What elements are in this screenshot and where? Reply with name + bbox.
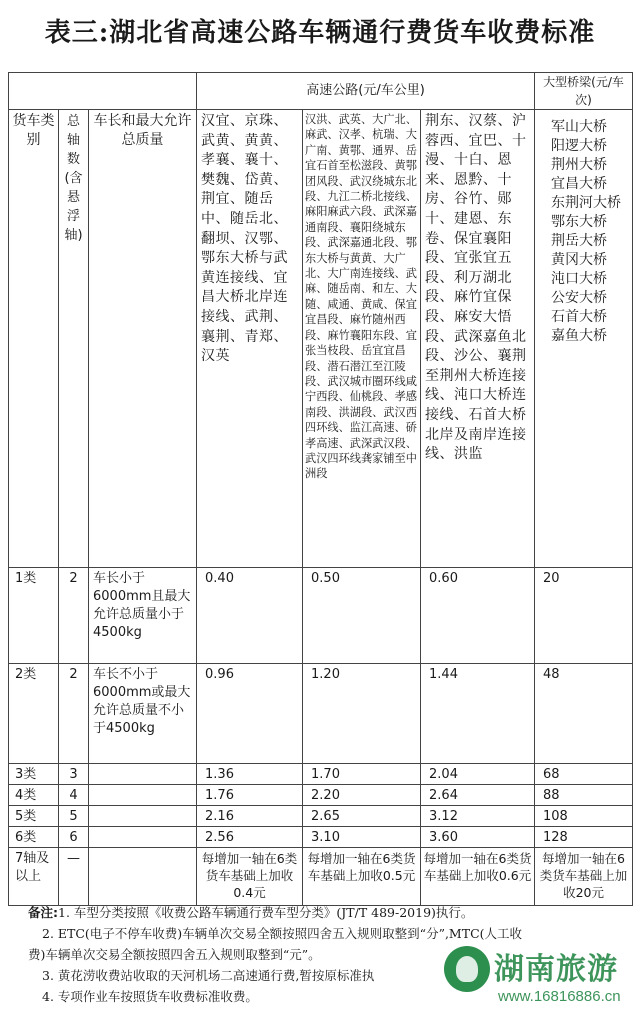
note-2a: 2. ETC(电子不停车收费)车辆单次交易全额按照四舍五入规则取整到“分”,MTC(人工收 [42, 926, 523, 941]
row-rate-bridge: 108 [535, 806, 633, 827]
note-3: 3. 黄花涝收费站收取的天河机场二高速通行费,暂按原标准执 [42, 968, 375, 983]
row-rate-1: 1.36 [197, 764, 303, 785]
row-rate-2: 1.70 [303, 764, 421, 785]
routes-group-2: 汉洪、武英、大广北、麻武、汉孝、杭瑞、大广南、黄鄂、通界、岳宜石首至松滋段、黄鄂团风段、武汉绕城东北段、九江二桥北接线、麻阳麻武六段、武深嘉通南段、襄阳绕城东段、武深嘉通北段、鄂东大桥与黄黄、大广北、大广南连接线、武麻、随岳南、和左、大随、咸通、黄咸、保宜宜昌段、麻竹随州西段、麻竹襄阳东段、宜张当枝段、岳宜宜昌段、潜石潜江至江陵段、武汉城市圈环线咸宁西段、仙桃段、孝感南段、洪湖段、武汉西四环线、监江高速、硚孝高速、武深武汉段、武汉四环线龚家铺至中洲段 [303, 110, 421, 568]
row-rate-3: 每增加一轴在6类货车基础上加收0.6元 [421, 848, 535, 906]
row-class: 2类 [9, 664, 59, 764]
table-row [9, 664, 633, 764]
routes-group-3: 荆东、汉蔡、沪蓉西、宜巴、十漫、十白、恩来、恩黔、十房、谷竹、郧十、建恩、东卷、保宜襄阳段、宜张宜五段、利万湖北段、麻竹宜保段、麻安大悟段、武深嘉鱼北段、沙公、襄荆至荆州大桥连接线、沌口大桥连接线、石首大桥北岸及南岸连接线、洪监 [421, 110, 535, 568]
row-rate-3: 2.04 [421, 764, 535, 785]
row-desc [89, 848, 197, 906]
row-rate-3: 3.12 [421, 806, 535, 827]
bridge-item: 荆岳大桥 [551, 233, 608, 249]
routes-group-1: 汉宜、京珠、武黄、黄黄、孝襄、襄十、樊魏、岱黄、荆宜、随岳中、随岳北、翻坝、汉鄂、鄂东大桥与武黄连接线、宜昌大桥北岸连接线、武荆、襄荆、青郑、汉英 [197, 110, 303, 568]
header-blank [9, 73, 197, 110]
row-rate-2: 2.65 [303, 806, 421, 827]
row-rate-bridge: 88 [535, 785, 633, 806]
bridge-item: 嘉鱼大桥 [551, 328, 608, 344]
row-class: 4类 [9, 785, 59, 806]
col-class-header: 货车类别 [9, 110, 59, 568]
table-row [9, 806, 633, 827]
row-rate-1: 2.16 [197, 806, 303, 827]
row-rate-1: 1.76 [197, 785, 303, 806]
bridge-item: 鄂东大桥 [551, 214, 608, 230]
row-rate-3: 0.60 [421, 568, 535, 664]
bridge-item: 黄冈大桥 [551, 252, 608, 268]
watermark-brand: 湖南旅游 [494, 952, 618, 987]
note-1: 1. 车型分类按照《收费公路车辆通行费车型分类》(JT/T 489-2019)执行。 [58, 905, 474, 920]
row-axles: 3 [59, 764, 89, 785]
row-class: 1类 [9, 568, 59, 664]
row-rate-1: 0.96 [197, 664, 303, 764]
row-class: 6类 [9, 827, 59, 848]
table-row [9, 848, 633, 906]
row-axles: — [59, 848, 89, 906]
bridge-item: 沌口大桥 [551, 271, 608, 287]
col-desc-header: 车长和最大允许总质量 [89, 110, 197, 568]
bridge-item: 军山大桥 [551, 119, 608, 135]
row-rate-bridge: 48 [535, 664, 633, 764]
row-desc [89, 806, 197, 827]
row-rate-2: 0.50 [303, 568, 421, 664]
bridge-item: 公安大桥 [551, 290, 608, 306]
bridge-item: 宜昌大桥 [551, 176, 608, 192]
watermark-url: www.16816886.cn [498, 988, 621, 1005]
highway-group-header: 高速公路(元/车公里) [197, 73, 535, 110]
table-row [9, 827, 633, 848]
row-rate-3: 2.64 [421, 785, 535, 806]
watermark [444, 944, 636, 1016]
row-rate-2: 3.10 [303, 827, 421, 848]
row-rate-1: 每增加一轴在6类货车基础上加收0.4元 [197, 848, 303, 906]
bridge-item: 荆州大桥 [551, 157, 608, 173]
row-rate-2: 2.20 [303, 785, 421, 806]
col-axles-header: 总轴数(含悬浮轴) [59, 110, 89, 568]
table-row [9, 568, 633, 664]
row-axles: 4 [59, 785, 89, 806]
row-rate-bridge: 20 [535, 568, 633, 664]
row-desc [89, 785, 197, 806]
table-row [9, 785, 633, 806]
table-row [9, 764, 633, 785]
row-rate-bridge: 128 [535, 827, 633, 848]
row-class: 3类 [9, 764, 59, 785]
row-rate-2: 每增加一轴在6类货车基础上加收0.5元 [303, 848, 421, 906]
row-desc: 车长不小于6000mm或最大允许总质量不小于4500kg [89, 664, 197, 764]
row-rate-3: 3.60 [421, 827, 535, 848]
row-rate-2: 1.20 [303, 664, 421, 764]
watermark-logo-icon [444, 946, 490, 992]
row-axles: 5 [59, 806, 89, 827]
bridge-group-header: 大型桥梁(元/车次) [535, 73, 633, 110]
bridge-list [535, 110, 633, 568]
bridge-item: 东荆河大桥 [551, 195, 622, 211]
row-rate-bridge: 每增加一轴在6类货车基础上加收20元 [535, 848, 633, 906]
toll-table [8, 72, 632, 906]
bridge-item: 石首大桥 [551, 309, 608, 325]
row-rate-1: 2.56 [197, 827, 303, 848]
row-class: 5类 [9, 806, 59, 827]
row-desc [89, 827, 197, 848]
row-rate-1: 0.40 [197, 568, 303, 664]
row-rate-3: 1.44 [421, 664, 535, 764]
row-axles: 6 [59, 827, 89, 848]
notes-lead: 备注: [28, 905, 58, 920]
row-class: 7轴及以上 [9, 848, 59, 906]
bridge-item: 阳逻大桥 [551, 138, 608, 154]
row-axles: 2 [59, 568, 89, 664]
note-2b: 费)车辆单次交易全额按照四舍五入规则取整到“元”。 [28, 947, 321, 962]
note-4: 4. 专项作业车按照货车收费标准收费。 [42, 989, 258, 1004]
row-axles: 2 [59, 664, 89, 764]
page-title: 表三:湖北省高速公路车辆通行费货车收费标准 [44, 18, 596, 48]
row-rate-bridge: 68 [535, 764, 633, 785]
row-desc [89, 764, 197, 785]
row-desc: 车长小于6000mm且最大允许总质量小于4500kg [89, 568, 197, 664]
